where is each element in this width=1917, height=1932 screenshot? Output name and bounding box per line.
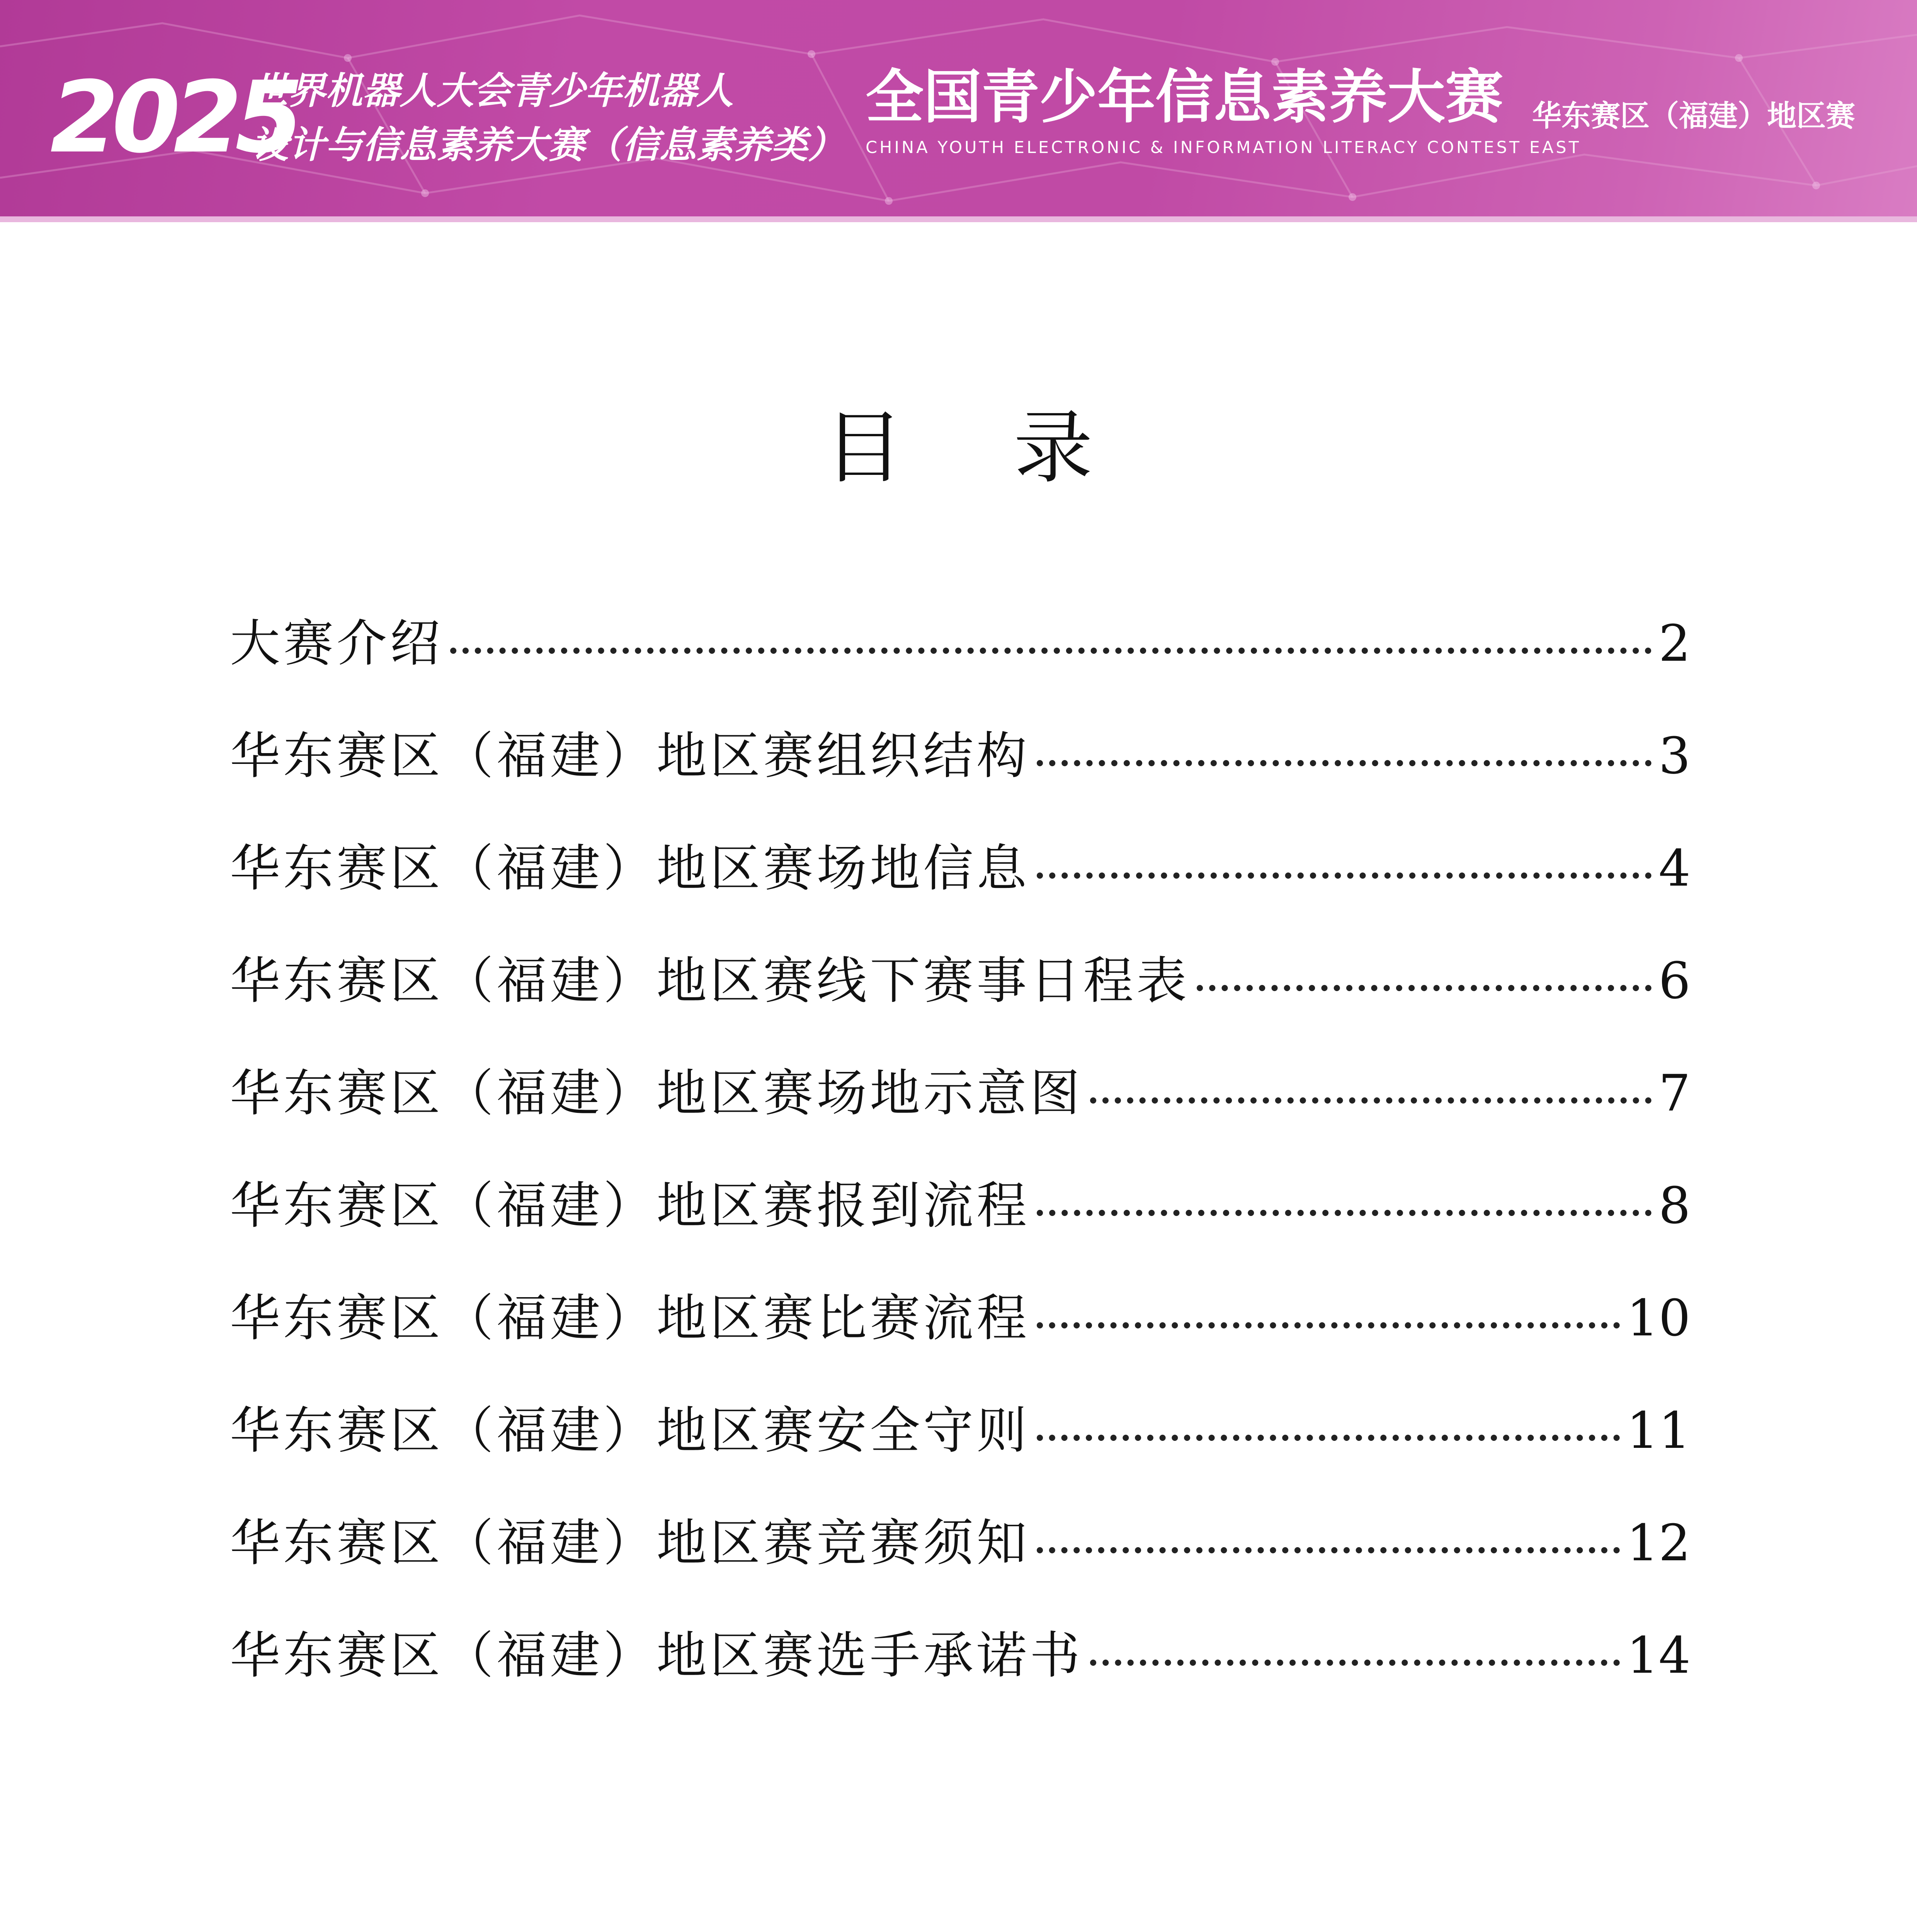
banner-contest-english: CHINA YOUTH ELECTRONIC & INFORMATION LITERACY CONTEST EAST (866, 138, 1581, 157)
banner-year: 2025 (50, 60, 297, 175)
toc-entry-page: 4 (1658, 839, 1691, 898)
toc-dot-leader (1197, 985, 1652, 991)
banner-event-line-2: 设计与信息素养大赛（信息素养类） (251, 123, 845, 167)
toc-dot-leader (1090, 1097, 1652, 1104)
toc-entry-page: 6 (1658, 951, 1691, 1010)
toc-entry-page: 8 (1658, 1176, 1691, 1235)
toc-entry-page: 14 (1626, 1626, 1691, 1685)
toc-dot-leader (1037, 1210, 1652, 1216)
toc-entry[interactable] (230, 717, 1691, 830)
toc-entry-page: 2 (1658, 614, 1691, 673)
toc-dot-leader (1037, 872, 1652, 879)
toc-dot-leader (450, 648, 1652, 654)
toc-entry-label: 华东赛区（福建）地区赛报到流程 (230, 1176, 1030, 1235)
toc-entry[interactable] (230, 942, 1691, 1054)
toc-entry[interactable] (230, 1392, 1691, 1504)
toc-entry-label: 华东赛区（福建）地区赛选手承诺书 (230, 1626, 1084, 1685)
toc-dot-leader (1037, 1547, 1620, 1553)
toc-entry-label: 大赛介绍 (230, 614, 444, 673)
toc-dot-leader (1090, 1660, 1620, 1666)
toc-entry-page: 11 (1626, 1401, 1691, 1460)
toc-entry-label: 华东赛区（福建）地区赛竞赛须知 (230, 1514, 1030, 1572)
banner-divider (0, 216, 1917, 222)
toc-entry-page: 10 (1626, 1289, 1691, 1347)
toc-entry[interactable] (230, 1054, 1691, 1167)
toc-entry-page: 12 (1626, 1514, 1691, 1572)
toc-entry-label: 华东赛区（福建）地区赛比赛流程 (230, 1289, 1030, 1347)
banner-region: 华东赛区（福建）地区赛 (1532, 99, 1855, 133)
toc-dot-leader (1037, 1322, 1620, 1328)
banner-contest-chinese: 全国青少年信息素养大赛 (866, 64, 1504, 131)
toc-entry[interactable] (230, 1167, 1691, 1279)
header-banner (0, 0, 1917, 222)
toc-title: 目 录 (824, 402, 1136, 494)
toc-entry-page: 3 (1658, 726, 1691, 785)
toc-entry-label: 华东赛区（福建）地区赛场地信息 (230, 839, 1030, 898)
toc-entry-label: 华东赛区（福建）地区赛安全守则 (230, 1401, 1030, 1460)
toc-entry-label: 华东赛区（福建）地区赛组织结构 (230, 726, 1030, 785)
banner-event-name (251, 64, 854, 172)
banner-contest-name (866, 64, 1581, 159)
toc-entry[interactable] (230, 1617, 1691, 1729)
toc-entry[interactable] (230, 605, 1691, 717)
toc-entry-page: 7 (1658, 1064, 1691, 1122)
toc-entry[interactable] (230, 830, 1691, 942)
toc-entry-label: 华东赛区（福建）地区赛线下赛事日程表 (230, 951, 1190, 1010)
toc-entry[interactable] (230, 1279, 1691, 1392)
toc-dot-leader (1037, 760, 1652, 766)
toc-dot-leader (1037, 1435, 1620, 1441)
toc-list (230, 605, 1691, 1729)
toc-entry-label: 华东赛区（福建）地区赛场地示意图 (230, 1064, 1084, 1122)
banner-event-line-1: 世界机器人大会青少年机器人 (251, 69, 733, 112)
toc-entry[interactable] (230, 1504, 1691, 1617)
